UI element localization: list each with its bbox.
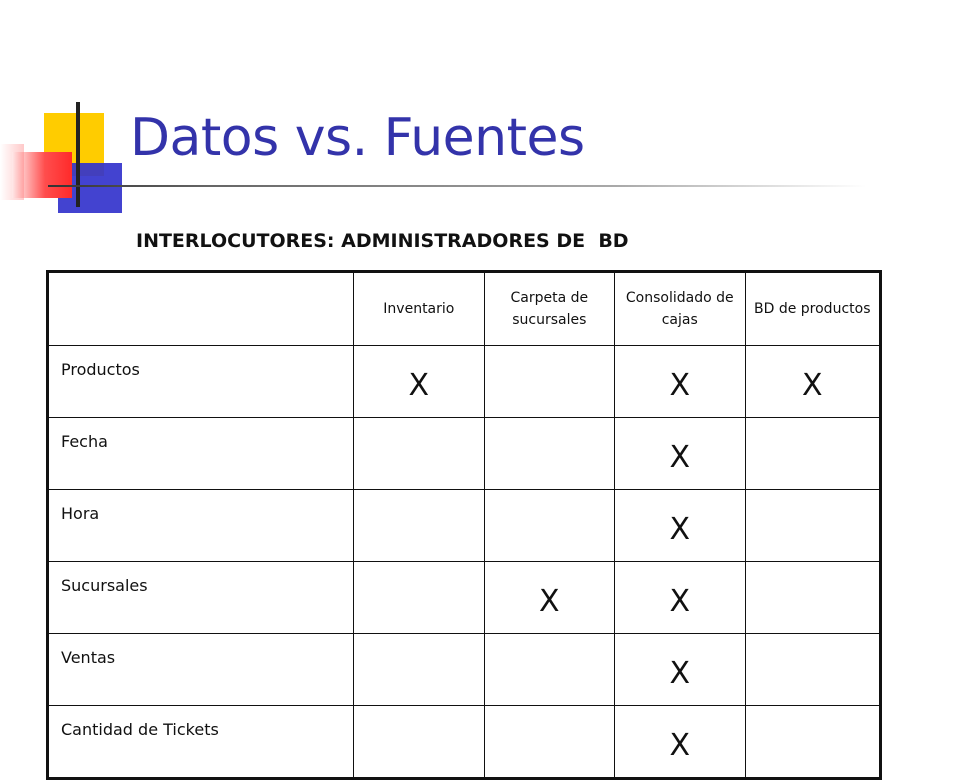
table-cell (484, 490, 614, 562)
table-cell (484, 634, 614, 706)
header-cell-bd-productos: BD de productos (745, 272, 881, 346)
table-cell (745, 490, 881, 562)
row-label: Sucursales (48, 562, 354, 634)
data-sources-table (46, 270, 882, 780)
table-cell (484, 706, 614, 779)
row-label: Cantidad de Tickets (48, 706, 354, 779)
title-underline (48, 185, 866, 187)
table-row (48, 562, 881, 634)
row-label: Hora (48, 490, 354, 562)
table-cell (745, 418, 881, 490)
table-cell (745, 706, 881, 779)
row-label: Fecha (48, 418, 354, 490)
decor-vertical-line (76, 102, 80, 207)
header-cell-carpeta-sucursales: Carpeta de sucursales (484, 272, 614, 346)
table-cell: X (745, 346, 881, 418)
table-cell (484, 418, 614, 490)
table-cell: X (615, 706, 745, 779)
table-cell: X (615, 346, 745, 418)
table-row (48, 634, 881, 706)
table-row (48, 418, 881, 490)
table-cell: X (354, 346, 484, 418)
table-cell (484, 346, 614, 418)
decor-red-square (12, 152, 72, 198)
table-cell: X (484, 562, 614, 634)
row-label: Ventas (48, 634, 354, 706)
table-cell (745, 562, 881, 634)
header-cell-consolidado-cajas: Consolidado de cajas (615, 272, 745, 346)
table-cell: X (615, 634, 745, 706)
slide-subtitle: INTERLOCUTORES: ADMINISTRADORES DE BD (136, 230, 629, 252)
table-cell: X (615, 562, 745, 634)
row-label: Productos (48, 346, 354, 418)
table-header-row (48, 272, 881, 346)
slide-title: Datos vs. Fuentes (130, 108, 585, 168)
table-cell (745, 634, 881, 706)
table-cell (354, 706, 484, 779)
table-cell: X (615, 418, 745, 490)
table-row (48, 346, 881, 418)
table-cell (354, 418, 484, 490)
table-row (48, 490, 881, 562)
header-cell-empty (48, 272, 354, 346)
table-cell (354, 562, 484, 634)
table-row (48, 706, 881, 779)
table-cell: X (615, 490, 745, 562)
table-cell (354, 634, 484, 706)
table-cell (354, 490, 484, 562)
header-cell-inventario: Inventario (354, 272, 484, 346)
